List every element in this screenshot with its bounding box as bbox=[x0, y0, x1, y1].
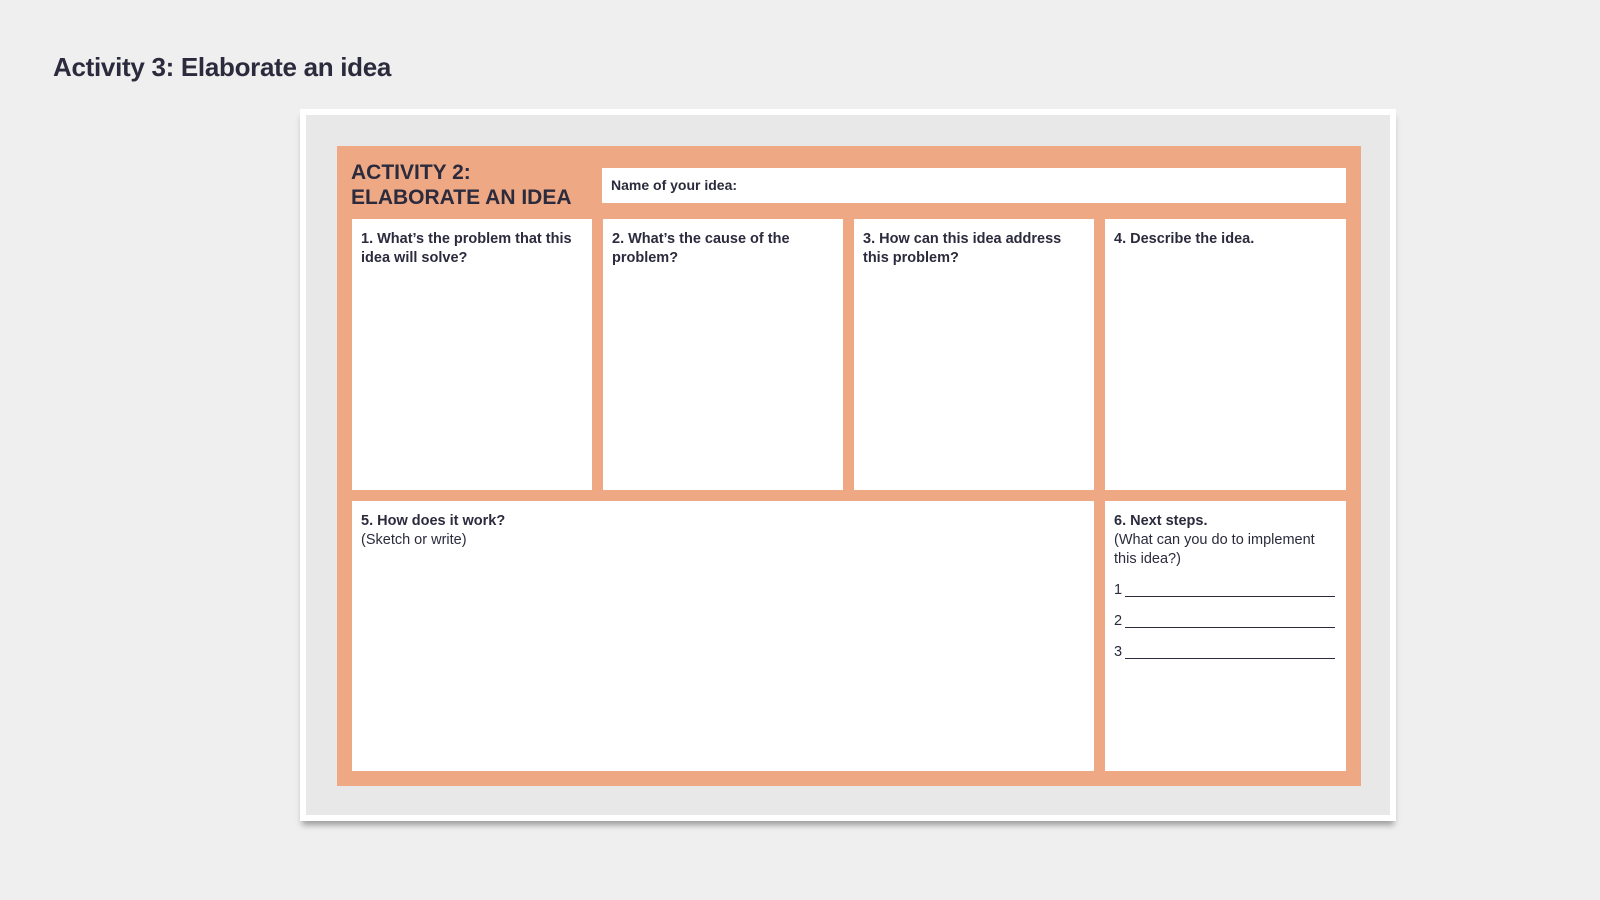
describe-box[interactable] bbox=[1105, 219, 1346, 490]
idea-name-field[interactable] bbox=[602, 168, 1346, 203]
worksheet bbox=[337, 146, 1361, 786]
next-step-number: 3 bbox=[1114, 644, 1123, 660]
problem-box[interactable] bbox=[352, 219, 592, 490]
idea-name-label: Name of your idea: bbox=[611, 177, 738, 193]
describe-question: 4. Describe the idea. bbox=[1114, 231, 1255, 247]
next-steps-list bbox=[1114, 581, 1337, 662]
worksheet-heading-line1: ACTIVITY 2: bbox=[351, 161, 471, 184]
page-title: Activity 3: Elaborate an idea bbox=[53, 52, 392, 82]
cause-box[interactable] bbox=[603, 219, 843, 490]
address-question: 3. How can this idea address this problem? bbox=[863, 231, 1062, 266]
next-step-number: 2 bbox=[1114, 613, 1123, 629]
next-steps-hint: (What can you do to implement this idea?) bbox=[1114, 532, 1315, 567]
cause-question: 2. What’s the cause of the problem? bbox=[612, 231, 790, 266]
next-step-rule bbox=[1125, 658, 1335, 659]
next-step-number: 1 bbox=[1114, 582, 1123, 598]
problem-question: 1. What’s the problem that this idea will solve? bbox=[361, 231, 572, 266]
worksheet-heading-line2: ELABORATE AN IDEA bbox=[351, 186, 572, 209]
next-step-line[interactable] bbox=[1114, 612, 1337, 631]
how-it-works-box[interactable] bbox=[352, 501, 1094, 771]
address-box[interactable] bbox=[854, 219, 1094, 490]
next-step-line[interactable] bbox=[1114, 643, 1337, 662]
next-steps-question: 6. Next steps. bbox=[1114, 513, 1208, 529]
next-step-rule bbox=[1125, 627, 1335, 628]
how-it-works-question: 5. How does it work? bbox=[361, 513, 506, 529]
next-step-rule bbox=[1125, 596, 1335, 597]
next-steps-box bbox=[1105, 501, 1346, 771]
worksheet-card bbox=[300, 109, 1396, 821]
how-it-works-hint: (Sketch or write) bbox=[361, 532, 467, 548]
worksheet-heading bbox=[351, 160, 591, 210]
next-step-line[interactable] bbox=[1114, 581, 1337, 600]
